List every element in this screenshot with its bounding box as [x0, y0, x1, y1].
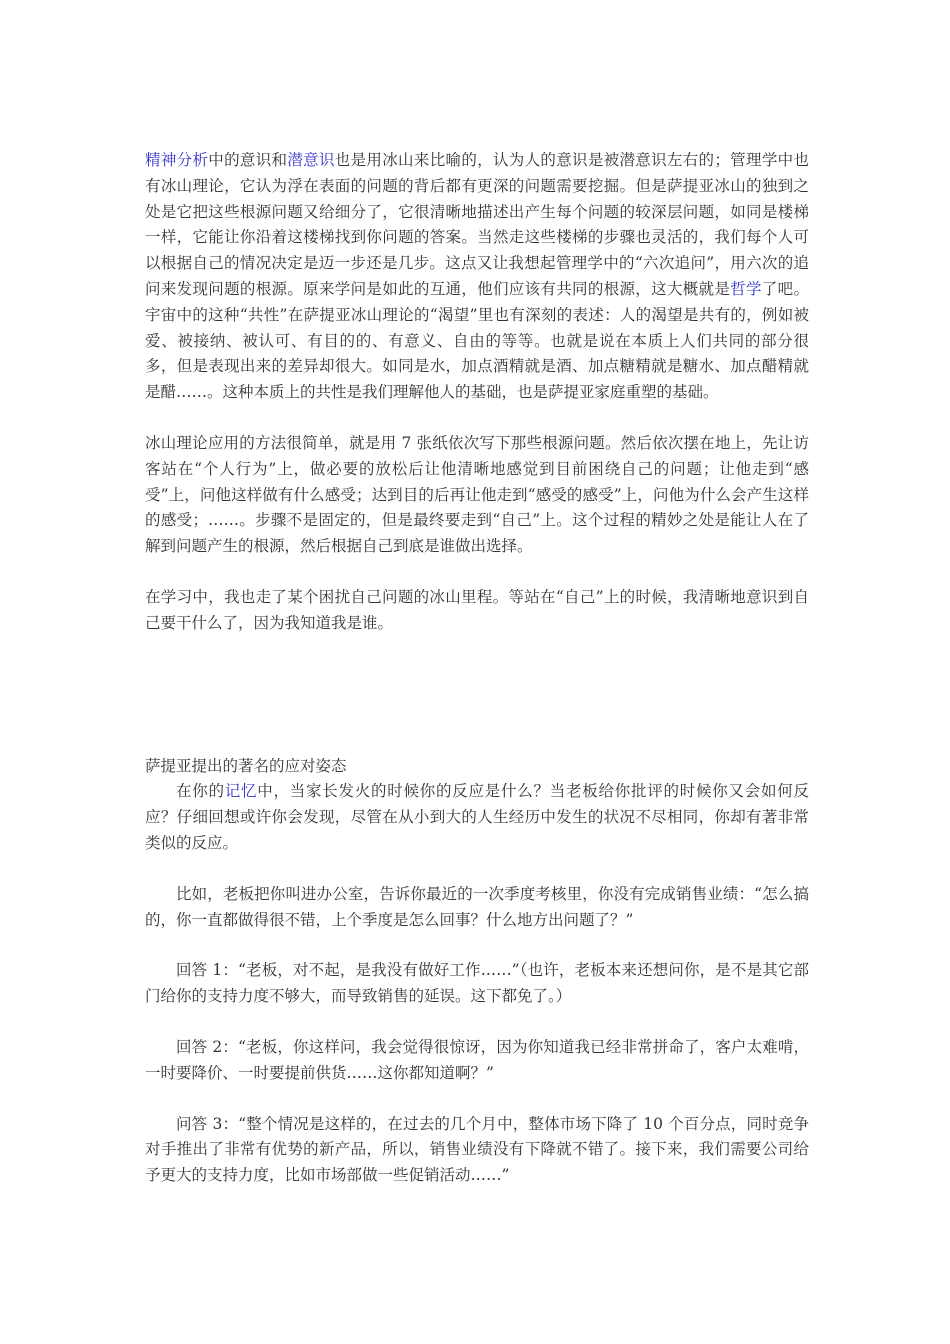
paragraph-answer-2: 回答 2：“老板，你这样问，我会觉得很惊讶，因为你知道我已经非常拼命了，客户太难啃，一时要降价、一时要提前供货……这你都知道啊？”: [145, 1037, 809, 1082]
paragraph-iceberg-intro: [145, 148, 809, 406]
text-run: 也是用冰山来比喻的，认为人的意识是被潜意识左右的；管理学中也有冰山理论，它认为浮在表面的问题的背后都有更深的问题需要挖掘。但是萨提亚冰山的独到之处是它把这些根源问题又给细分了，它很清晰地描述出产生每个问题的较深层问题，如同是楼梯一样，它能让你沿着这楼梯找到你问题的答案。当然走这些楼梯的步骤也灵活的，我们每个人可以根据自己的情况决定是迈一步还是几步。这点又让我想起管理学中的“六次追问”，用六次的追问来发现问题的根源。原来学问是如此的互通，他们应该有共同的根源，这大概就是: [145, 151, 809, 298]
link-psychoanalysis[interactable]: 精神分析: [145, 151, 209, 169]
paragraph-answer-1: 回答 1：“老板，对不起，是我没有做好工作……”（也许，老板本来还想问你，是不是其它部门给你的支持力度不够大，而导致销售的延误。这下都免了。）: [145, 961, 809, 1006]
paragraph-memory: [145, 779, 809, 856]
link-philosophy[interactable]: 哲学: [730, 279, 762, 298]
text-run: 在你的: [176, 782, 225, 801]
paragraph-learning: 在学习中，我也走了某个困扰自己问题的冰山里程。等站在“自己”上的时候，我清晰地意识到自己要干什么了，因为我知道我是谁。: [145, 587, 809, 632]
section-title: 萨提亚提出的著名的应对姿态: [145, 756, 347, 775]
text-run: 中的意识和: [208, 151, 288, 169]
text-run: 了吧。宇宙中的这种“共性”在萨提亚冰山理论的“渴望”里也有深刻的表述：人的渴望是共有的，例如被爱、被接纳、被认可、有目的的、有意义、自由的等等。也就是说在本质上人们共同的部分很多，但是表现出来的差异却很大。如同是水，加点酒精就是酒、加点糖精就是糖水、加点醋精就是醋……。这种本质上的共性是我们理解他人的基础，也是萨提亚家庭重塑的基础。: [145, 279, 809, 402]
paragraph-answer-3: 问答 3：“整个情况是这样的，在过去的几个月中，整体市场下降了 10 个百分点，同时竞争对手推出了非常有优势的新产品，所以，销售业绩没有下降就不错了。接下来，我们需要公司给予更大的支持力度，比如市场部做一些促销活动……”: [145, 1114, 809, 1185]
text-run: 中，当家长发火的时候你的反应是什么？当老板给你批评的时候你又会如何反应？仔细回想或许你会发现，尽管在从小到大的人生经历中发生的状况不尽相同，你却有著非常类似的反应。: [145, 782, 809, 852]
document-body: [145, 148, 809, 1189]
link-memory[interactable]: 记忆: [224, 782, 258, 801]
paragraph-iceberg-method: 冰山理论应用的方法很简单，就是用 7 张纸依次写下那些根源问题。然后依次摆在地上，先让访客站在“个人行为”上，做必要的放松后让他清晰地感觉到目前困绕自己的问题；让他走到“感受”上，问他这样做有什么感受；达到目的后再让他走到“感受的感受”上，问他为什么会产生这样的感受；……。步骤不是固定的，但是最终要走到“自己”上。这个过程的精妙之处是能让人在了解到问题产生的根源，然后根据自己到底是谁做出选择。: [145, 433, 809, 556]
paragraph-example: 比如，老板把你叫进办公室，告诉你最近的一次季度考核里，你没有完成销售业绩：“怎么搞的，你一直都做得很不错，上个季度是怎么回事？什么地方出问题了？”: [145, 884, 809, 929]
link-subconscious[interactable]: 潜意识: [287, 151, 335, 169]
spacer: [145, 637, 809, 754]
